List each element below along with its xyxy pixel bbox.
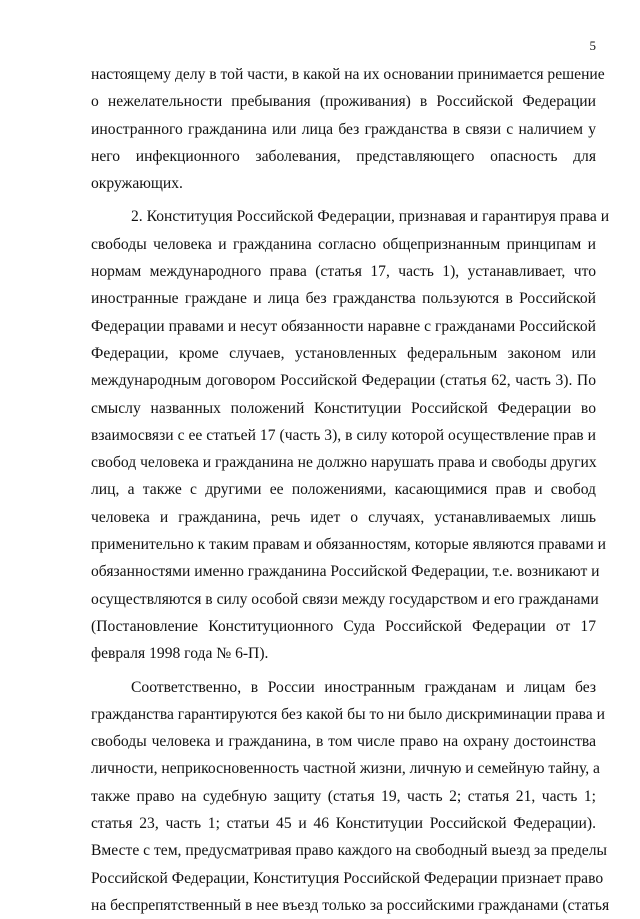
text-line: окружающих.: [91, 175, 183, 193]
text-line: свободы человека и гражданина, в том числе право на охрану достоинства: [91, 733, 596, 751]
text-line: нормам международного права (статья 17, часть 1), устанавливает, что: [91, 263, 596, 281]
text-line: личности, неприкосновенность частной жизни, личную и семейную тайну, а: [91, 760, 600, 778]
text-line: свобод человека и гражданина не должно нарушать права и свободы других: [91, 454, 597, 472]
text-line: о нежелательности пребывания (проживания) в Российской Федерации: [91, 93, 596, 111]
text-line: человека и гражданина, речь идет о случаях, устанавливаемых лишь: [91, 508, 596, 526]
document-body: [91, 61, 610, 919]
paragraph-1: [91, 61, 605, 197]
text-line: иностранные граждане и лица без гражданства пользуются в Российской: [91, 290, 596, 308]
text-line: Федерации, кроме случаев, установленных федеральным законом или: [91, 344, 596, 362]
text-line: на беспрепятственный в нее въезд только за российскими гражданами (статья: [91, 896, 610, 914]
text-line: международным договором Российской Федерации (статья 62, часть 3). По: [91, 372, 596, 390]
text-line: него инфекционного заболевания, представляющего опасность для: [91, 147, 596, 165]
text-line: применительно к таким правам и обязанностям, которые являются правами и: [91, 536, 606, 554]
text-line: смыслу названных положений Конституции Российской Федерации во: [91, 399, 596, 417]
text-line: осуществляются в силу особой связи между государством и его гражданами: [91, 590, 599, 608]
paragraph-3: [91, 674, 610, 919]
text-line: февраля 1998 года № 6-П).: [91, 645, 269, 663]
text-line: (Постановление Конституционного Суда Российской Федерации от 17: [91, 617, 596, 635]
text-line: Федерации правами и несут обязанности наравне с гражданами Российской: [91, 317, 596, 335]
text-line: Соответственно, в России иностранным гражданам и лицам без: [131, 678, 596, 696]
text-line: также право на судебную защиту (статья 19, часть 2; статья 21, часть 1;: [91, 787, 596, 805]
text-line: 2. Конституция Российской Федерации, признавая и гарантируя права и: [131, 208, 610, 226]
text-line: взаимосвязи с ее статьей 17 (часть 3), в силу которой осуществление прав и: [91, 426, 596, 444]
paragraph-2: [91, 203, 610, 667]
text-line: иностранного гражданина или лица без гражданства в связи с наличием у: [91, 120, 596, 138]
text-line: лиц, а также с другими ее положениями, касающимися прав и свобод: [91, 481, 596, 499]
text-line: гражданства гарантируются без какой бы то ни было дискриминации права и: [91, 705, 605, 723]
text-line: обязанностями именно гражданина Российской Федерации, т.е. возникают и: [91, 563, 600, 581]
text-line: свободы человека и гражданина согласно общепризнанным принципам и: [91, 235, 596, 253]
page-number: 5: [589, 38, 596, 53]
text-line: настоящему делу в той части, в какой на их основании принимается решение: [91, 66, 605, 83]
text-line: Вместе с тем, предусматривая право каждого на свободный выезд за пределы: [91, 842, 607, 860]
text-line: Российской Федерации, Конституция Российской Федерации признает право: [91, 869, 604, 887]
text-line: статья 23, часть 1; статьи 45 и 46 Конституции Российской Федерации).: [91, 815, 596, 833]
